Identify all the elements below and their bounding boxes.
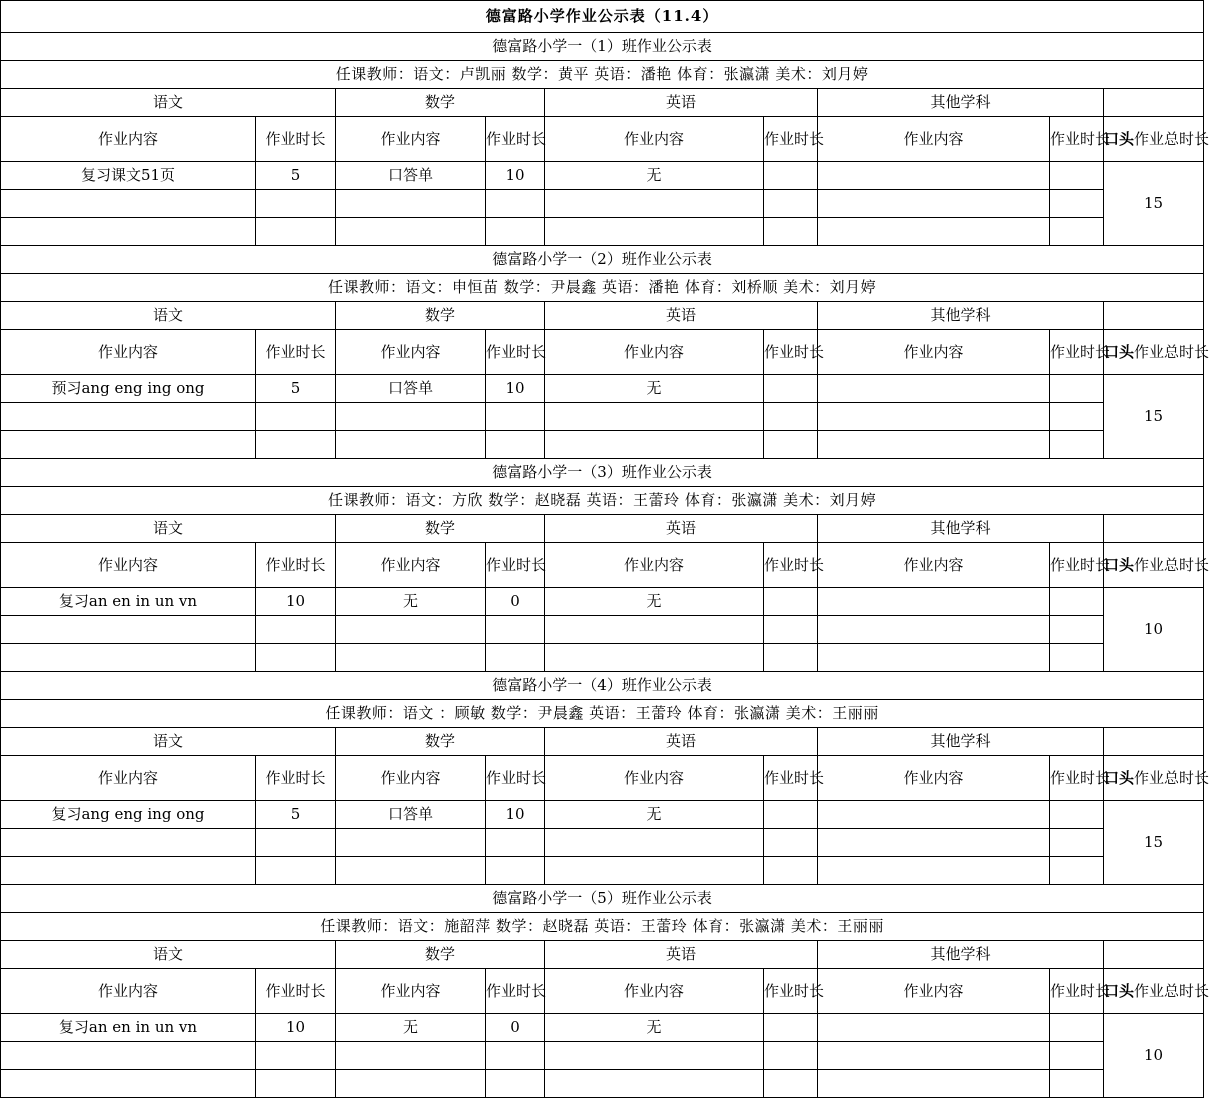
empty-cell xyxy=(545,857,764,885)
empty-cell xyxy=(1050,616,1104,644)
header-duration: 作业时长 xyxy=(486,969,545,1014)
header-total-oral: 口头 xyxy=(1104,981,1135,1000)
empty-cell xyxy=(336,190,486,218)
empty-cell xyxy=(486,1042,545,1070)
empty-cell xyxy=(256,1042,336,1070)
empty-cell xyxy=(1,218,256,246)
subject-math: 数学 xyxy=(336,302,545,330)
teachers-line: 任课教师：语文：施韶萍 数学：赵晓磊 英语：王蕾玲 体育：张瀛潇 美术：王丽丽 xyxy=(1,913,1204,941)
math-content: 无 xyxy=(336,588,486,616)
table-row xyxy=(1,588,1204,616)
header-duration: 作业时长 xyxy=(1050,756,1104,801)
empty-cell xyxy=(764,616,818,644)
header-duration: 作业时长 xyxy=(486,756,545,801)
english-time xyxy=(764,375,818,403)
math-content: 口答单 xyxy=(336,375,486,403)
empty-cell xyxy=(336,644,486,672)
empty-cell xyxy=(818,1042,1050,1070)
empty-cell xyxy=(545,644,764,672)
math-time: 10 xyxy=(486,801,545,829)
math-content: 口答单 xyxy=(336,801,486,829)
subject-chinese: 语文 xyxy=(1,728,336,756)
subject-blank xyxy=(1104,89,1204,117)
class-title: 德富路小学一（2）班作业公示表 xyxy=(1,246,1204,274)
header-content: 作业内容 xyxy=(336,756,486,801)
table-row xyxy=(1,431,1204,459)
other-content xyxy=(818,1014,1050,1042)
subject-english: 英语 xyxy=(545,89,818,117)
header-content: 作业内容 xyxy=(1,969,256,1014)
empty-cell xyxy=(336,829,486,857)
subject-chinese: 语文 xyxy=(1,89,336,117)
header-duration: 作业时长 xyxy=(486,117,545,162)
header-duration: 作业时长 xyxy=(764,117,818,162)
empty-cell xyxy=(764,431,818,459)
subject-chinese: 语文 xyxy=(1,302,336,330)
subject-math: 数学 xyxy=(336,89,545,117)
other-content xyxy=(818,375,1050,403)
header-total xyxy=(1104,756,1209,801)
chinese-time: 10 xyxy=(256,588,336,616)
header-duration: 作业时长 xyxy=(256,969,336,1014)
header-total-oral: 口头 xyxy=(1104,555,1135,574)
empty-cell xyxy=(545,1042,764,1070)
table-row xyxy=(1,644,1204,672)
empty-cell xyxy=(818,190,1050,218)
math-time: 10 xyxy=(486,162,545,190)
empty-cell xyxy=(545,829,764,857)
teachers-line: 任课教师：语文：方欣 数学：赵晓磊 英语：王蕾玲 体育：张瀛潇 美术：刘月婷 xyxy=(1,487,1204,515)
empty-cell xyxy=(1,1042,256,1070)
empty-cell xyxy=(818,644,1050,672)
header-total-rest: 作业总时长 xyxy=(1134,342,1209,361)
english-time xyxy=(764,588,818,616)
empty-cell xyxy=(486,616,545,644)
english-time xyxy=(764,162,818,190)
math-content: 口答单 xyxy=(336,162,486,190)
subject-blank xyxy=(1104,515,1204,543)
other-time xyxy=(1050,801,1104,829)
empty-cell xyxy=(1050,857,1104,885)
subject-other: 其他学科 xyxy=(818,302,1104,330)
other-content xyxy=(818,588,1050,616)
empty-cell xyxy=(1,829,256,857)
header-duration: 作业时长 xyxy=(256,756,336,801)
header-duration: 作业时长 xyxy=(764,969,818,1014)
subject-english: 英语 xyxy=(545,728,818,756)
other-time xyxy=(1050,375,1104,403)
empty-cell xyxy=(1,190,256,218)
header-content: 作业内容 xyxy=(336,543,486,588)
empty-cell xyxy=(336,857,486,885)
page-title: 德富路小学作业公示表（11.4） xyxy=(1,1,1204,33)
header-content: 作业内容 xyxy=(1,543,256,588)
empty-cell xyxy=(1,403,256,431)
empty-cell xyxy=(545,616,764,644)
empty-cell xyxy=(1,1070,256,1098)
table-row xyxy=(1,218,1204,246)
empty-cell xyxy=(764,829,818,857)
empty-cell xyxy=(545,218,764,246)
empty-cell xyxy=(545,1070,764,1098)
subject-other: 其他学科 xyxy=(818,941,1104,969)
header-content: 作业内容 xyxy=(818,117,1050,162)
class-title: 德富路小学一（5）班作业公示表 xyxy=(1,885,1204,913)
empty-cell xyxy=(1050,829,1104,857)
subject-other: 其他学科 xyxy=(818,515,1104,543)
empty-cell xyxy=(1,857,256,885)
header-duration: 作业时长 xyxy=(764,330,818,375)
empty-cell xyxy=(1,431,256,459)
english-time xyxy=(764,1014,818,1042)
empty-cell xyxy=(764,1070,818,1098)
english-content: 无 xyxy=(545,375,764,403)
english-time xyxy=(764,801,818,829)
table-row xyxy=(1,162,1204,190)
class-title: 德富路小学一（4）班作业公示表 xyxy=(1,672,1204,700)
total-duration: 15 xyxy=(1104,162,1204,246)
empty-cell xyxy=(818,403,1050,431)
subject-math: 数学 xyxy=(336,515,545,543)
empty-cell xyxy=(336,1042,486,1070)
header-content: 作业内容 xyxy=(818,330,1050,375)
empty-cell xyxy=(818,616,1050,644)
empty-cell xyxy=(486,403,545,431)
header-content: 作业内容 xyxy=(545,117,764,162)
empty-cell xyxy=(256,1070,336,1098)
math-time: 0 xyxy=(486,588,545,616)
empty-cell xyxy=(256,431,336,459)
chinese-time: 5 xyxy=(256,162,336,190)
header-content: 作业内容 xyxy=(336,117,486,162)
subject-other: 其他学科 xyxy=(818,728,1104,756)
chinese-content: 复习an en in un vn xyxy=(1,1014,256,1042)
math-time: 0 xyxy=(486,1014,545,1042)
table-row xyxy=(1,403,1204,431)
empty-cell xyxy=(764,644,818,672)
header-duration: 作业时长 xyxy=(486,330,545,375)
math-time: 10 xyxy=(486,375,545,403)
subject-chinese: 语文 xyxy=(1,515,336,543)
empty-cell xyxy=(336,218,486,246)
header-duration: 作业时长 xyxy=(256,117,336,162)
header-total xyxy=(1104,330,1209,375)
other-content xyxy=(818,162,1050,190)
empty-cell xyxy=(1050,403,1104,431)
empty-cell xyxy=(256,829,336,857)
header-duration: 作业时长 xyxy=(256,330,336,375)
header-total-oral: 口头 xyxy=(1104,342,1135,361)
header-total-rest: 作业总时长 xyxy=(1134,129,1209,148)
header-total xyxy=(1104,543,1209,588)
empty-cell xyxy=(545,403,764,431)
class-title: 德富路小学一（3）班作业公示表 xyxy=(1,459,1204,487)
header-content: 作业内容 xyxy=(336,969,486,1014)
empty-cell xyxy=(486,190,545,218)
empty-cell xyxy=(1050,1042,1104,1070)
table-row xyxy=(1,1042,1204,1070)
subject-english: 英语 xyxy=(545,515,818,543)
subject-chinese: 语文 xyxy=(1,941,336,969)
empty-cell xyxy=(336,616,486,644)
header-total-rest: 作业总时长 xyxy=(1134,981,1209,1000)
empty-cell xyxy=(486,857,545,885)
teachers-line: 任课教师：语文：申恒苗 数学：尹晨鑫 英语：潘艳 体育：刘桥顺 美术：刘月婷 xyxy=(1,274,1204,302)
empty-cell xyxy=(1050,644,1104,672)
chinese-content: 复习an en in un vn xyxy=(1,588,256,616)
empty-cell xyxy=(336,1070,486,1098)
english-content: 无 xyxy=(545,1014,764,1042)
empty-cell xyxy=(336,403,486,431)
header-duration: 作业时长 xyxy=(1050,330,1104,375)
english-content: 无 xyxy=(545,801,764,829)
empty-cell xyxy=(818,857,1050,885)
header-total-oral: 口头 xyxy=(1104,129,1135,148)
header-total-rest: 作业总时长 xyxy=(1134,768,1209,787)
other-time xyxy=(1050,1014,1104,1042)
empty-cell xyxy=(486,218,545,246)
total-duration: 15 xyxy=(1104,375,1204,459)
empty-cell xyxy=(1050,1070,1104,1098)
header-total xyxy=(1104,969,1209,1014)
empty-cell xyxy=(545,431,764,459)
table-row xyxy=(1,801,1204,829)
empty-cell xyxy=(256,857,336,885)
subject-blank xyxy=(1104,941,1204,969)
chinese-content: 复习课文51页 xyxy=(1,162,256,190)
table-row xyxy=(1,190,1204,218)
empty-cell xyxy=(256,190,336,218)
empty-cell xyxy=(764,1042,818,1070)
empty-cell xyxy=(256,403,336,431)
header-content: 作业内容 xyxy=(818,969,1050,1014)
teachers-line: 任课教师：语文：卢凯丽 数学：黄平 英语：潘艳 体育：张瀛潇 美术：刘月婷 xyxy=(1,61,1204,89)
header-duration: 作业时长 xyxy=(1050,117,1104,162)
empty-cell xyxy=(764,403,818,431)
total-duration: 10 xyxy=(1104,588,1204,672)
header-content: 作业内容 xyxy=(1,117,256,162)
table-row xyxy=(1,829,1204,857)
subject-blank xyxy=(1104,302,1204,330)
empty-cell xyxy=(336,431,486,459)
table-row xyxy=(1,616,1204,644)
header-content: 作业内容 xyxy=(1,330,256,375)
empty-cell xyxy=(256,644,336,672)
total-duration: 10 xyxy=(1104,1014,1204,1098)
table-row xyxy=(1,1014,1204,1042)
subject-math: 数学 xyxy=(336,728,545,756)
header-content: 作业内容 xyxy=(336,330,486,375)
header-content: 作业内容 xyxy=(1,756,256,801)
empty-cell xyxy=(1050,218,1104,246)
other-content xyxy=(818,801,1050,829)
math-content: 无 xyxy=(336,1014,486,1042)
teachers-line: 任课教师：语文 ：顾敏 数学：尹晨鑫 英语：王蕾玲 体育：张瀛潇 美术：王丽丽 xyxy=(1,700,1204,728)
header-duration: 作业时长 xyxy=(1050,969,1104,1014)
empty-cell xyxy=(486,1070,545,1098)
header-content: 作业内容 xyxy=(818,756,1050,801)
header-duration: 作业时长 xyxy=(1050,543,1104,588)
empty-cell xyxy=(256,616,336,644)
header-content: 作业内容 xyxy=(818,543,1050,588)
empty-cell xyxy=(764,857,818,885)
header-duration: 作业时长 xyxy=(764,756,818,801)
empty-cell xyxy=(818,1070,1050,1098)
header-duration: 作业时长 xyxy=(764,543,818,588)
empty-cell xyxy=(256,218,336,246)
table-body xyxy=(1,1,1209,1098)
other-time xyxy=(1050,588,1104,616)
chinese-time: 10 xyxy=(256,1014,336,1042)
chinese-time: 5 xyxy=(256,801,336,829)
header-content: 作业内容 xyxy=(545,969,764,1014)
header-total xyxy=(1104,117,1209,162)
empty-cell xyxy=(1050,431,1104,459)
chinese-time: 5 xyxy=(256,375,336,403)
header-duration: 作业时长 xyxy=(256,543,336,588)
english-content: 无 xyxy=(545,588,764,616)
header-total-rest: 作业总时长 xyxy=(1134,555,1209,574)
header-content: 作业内容 xyxy=(545,756,764,801)
empty-cell xyxy=(486,644,545,672)
other-time xyxy=(1050,162,1104,190)
total-duration: 15 xyxy=(1104,801,1204,885)
subject-blank xyxy=(1104,728,1204,756)
header-content: 作业内容 xyxy=(545,543,764,588)
table-row xyxy=(1,1070,1204,1098)
subject-english: 英语 xyxy=(545,941,818,969)
empty-cell xyxy=(486,829,545,857)
empty-cell xyxy=(764,218,818,246)
empty-cell xyxy=(818,829,1050,857)
chinese-content: 预习ang eng ing ong xyxy=(1,375,256,403)
header-content: 作业内容 xyxy=(545,330,764,375)
table-row xyxy=(1,857,1204,885)
subject-math: 数学 xyxy=(336,941,545,969)
chinese-content: 复习ang eng ing ong xyxy=(1,801,256,829)
empty-cell xyxy=(1050,190,1104,218)
empty-cell xyxy=(545,190,764,218)
table-row xyxy=(1,375,1204,403)
subject-other: 其他学科 xyxy=(818,89,1104,117)
class-title: 德富路小学一（1）班作业公示表 xyxy=(1,33,1204,61)
english-content: 无 xyxy=(545,162,764,190)
empty-cell xyxy=(818,218,1050,246)
empty-cell xyxy=(1,644,256,672)
header-duration: 作业时长 xyxy=(486,543,545,588)
empty-cell xyxy=(1,616,256,644)
empty-cell xyxy=(818,431,1050,459)
subject-english: 英语 xyxy=(545,302,818,330)
header-total-oral: 口头 xyxy=(1104,768,1135,787)
empty-cell xyxy=(764,190,818,218)
empty-cell xyxy=(486,431,545,459)
